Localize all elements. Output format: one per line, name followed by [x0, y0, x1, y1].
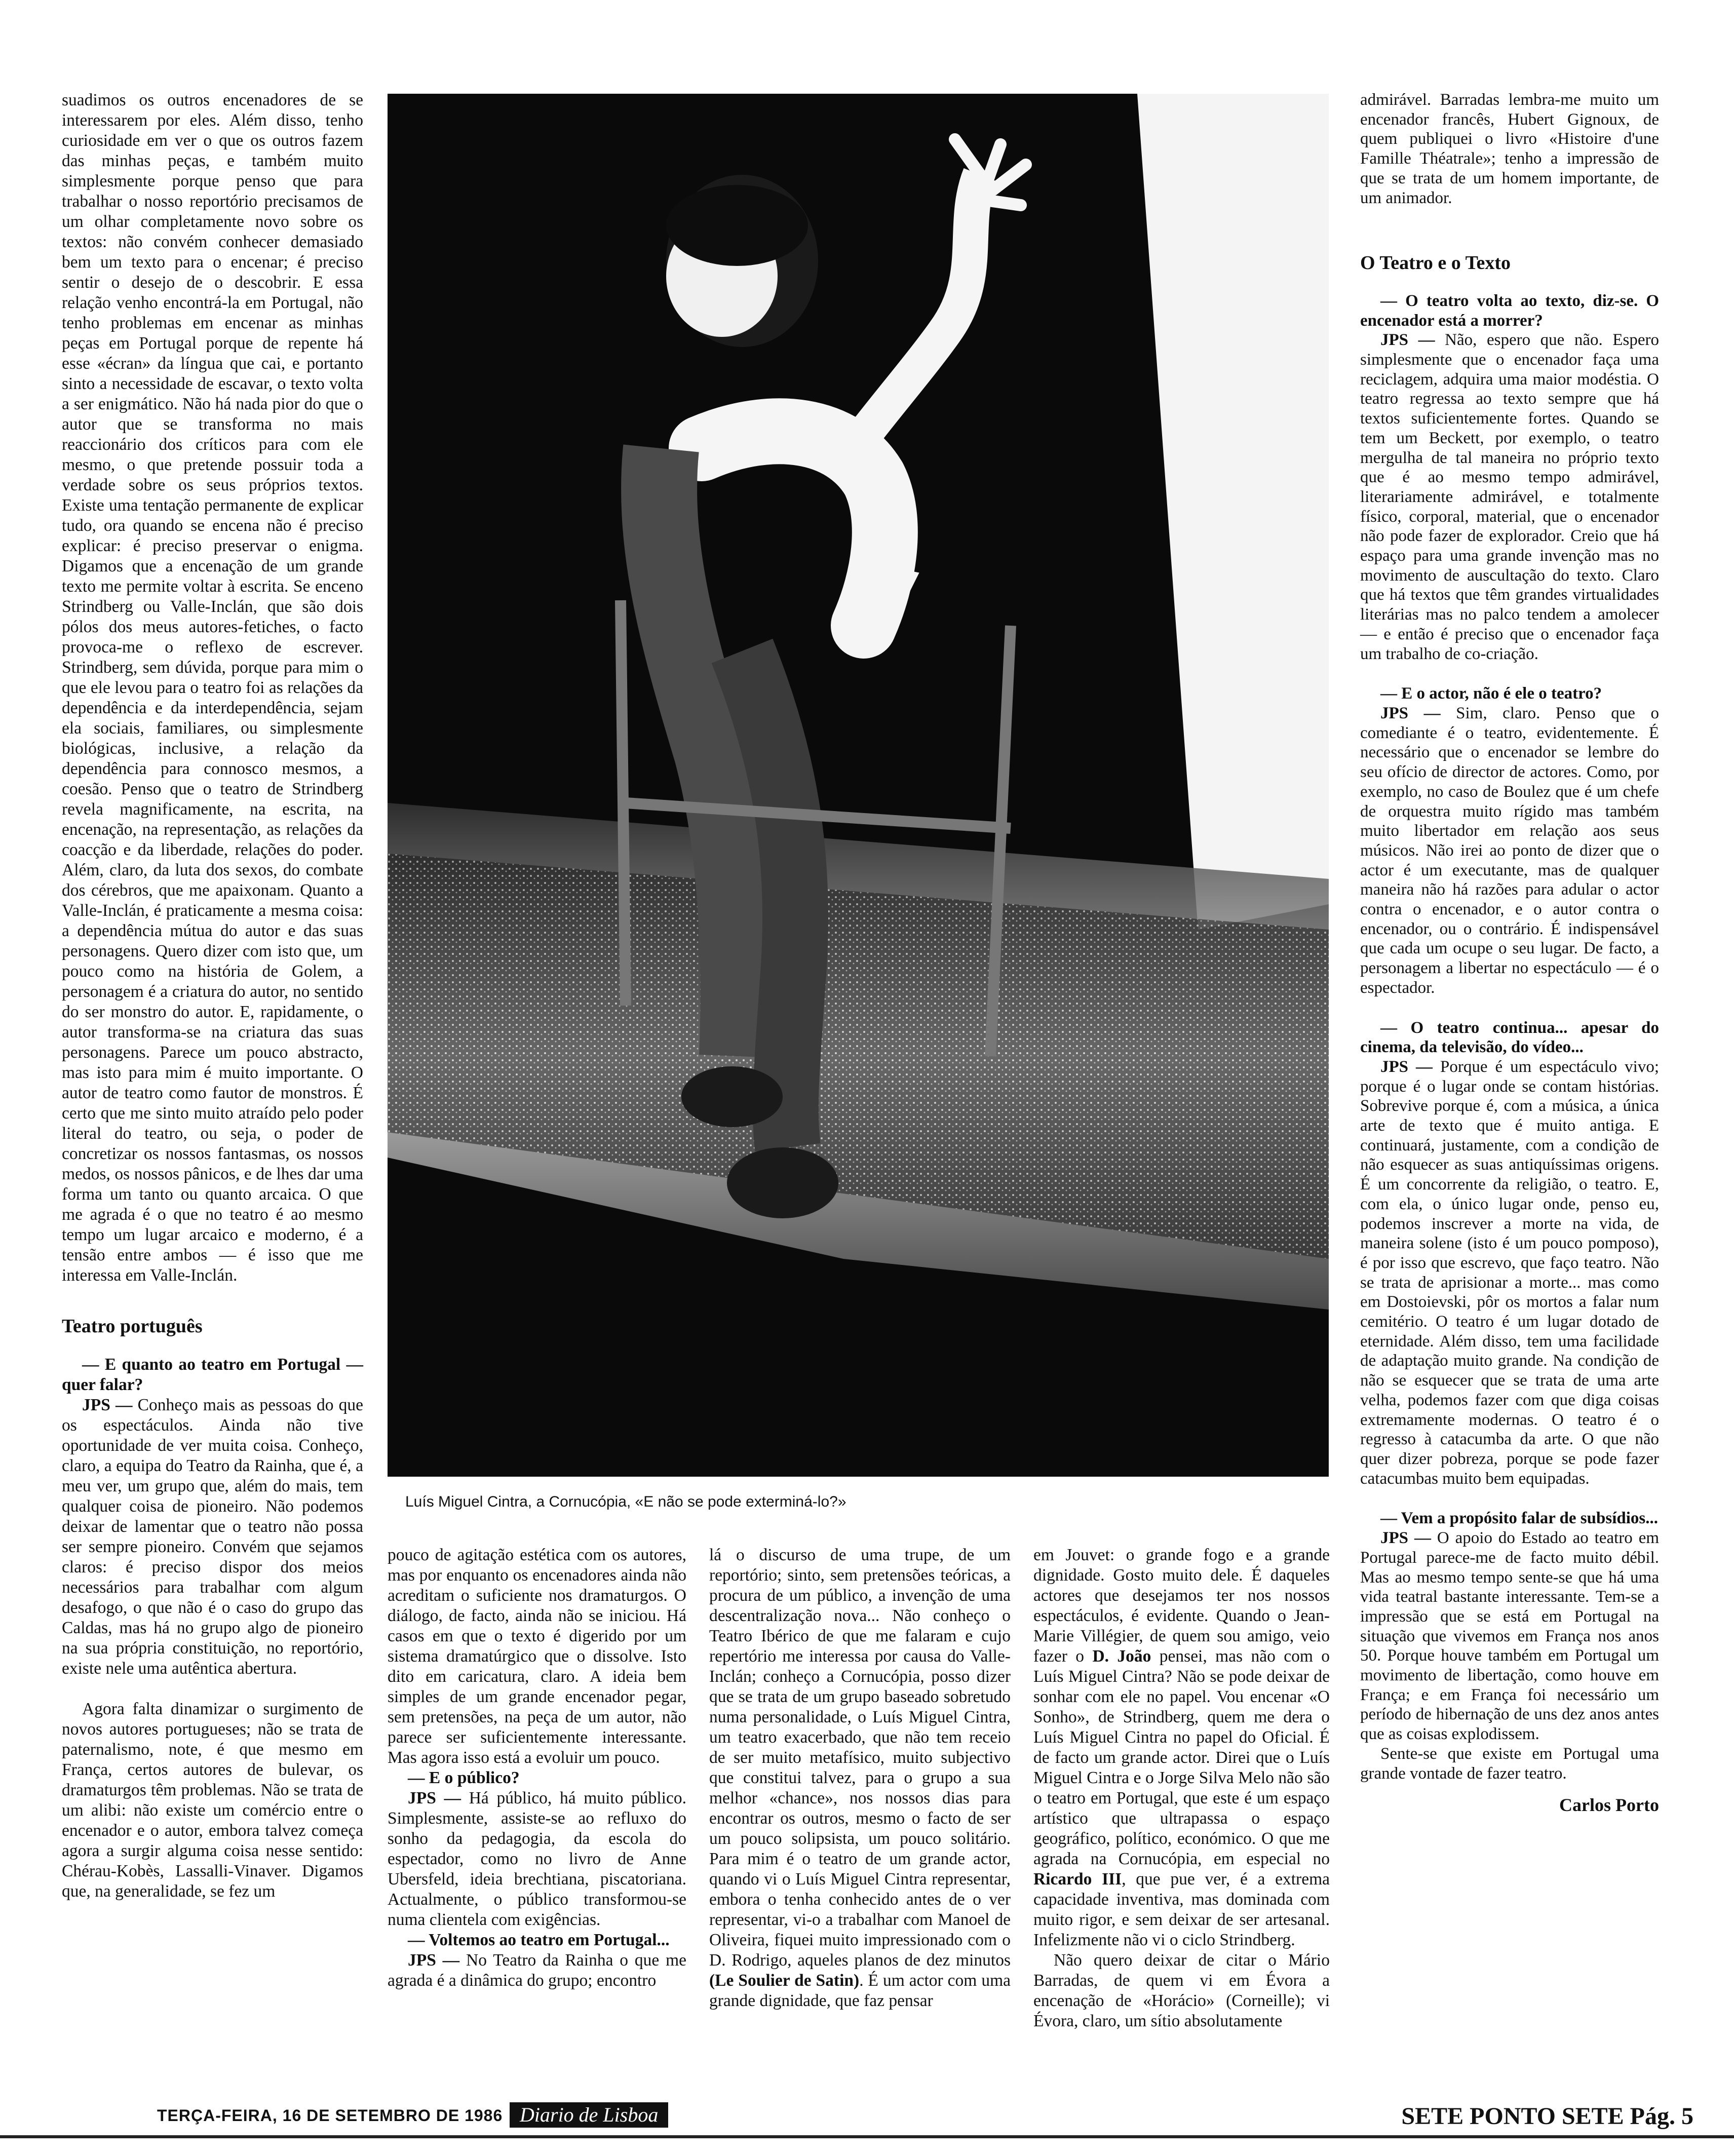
answer-text: Porque é um espectáculo vivo; porque é o lugar onde se contam histórias. Sobrevive porque é, com a música, a única arte de texto que é muito antiga. E continuará, justamente, com a condição de não esquecer as suas antiquíssimas origens. É um concorrente da religião, o teatro. E, com ela, o único lugar onde, penso eu, podemos inscrever a morte na vida, de maneira solene (isto é um pouco pomposo), é por isso que escrevo, que faço teatro. Não se trata de aprisionar a morte... mas como em Dostoievski, pôr os mortos a falar num cemitério. O teatro é um lugar dotado de eternidade. Além disso, tem uma facilidade de adaptação muito grande. Na condição de não se esquecer que se trata de uma arte velha, podemos fazer com que diga coisas extremamente modernas. O teatro é o regresso à catacumba da arte. O que não quer dizer pobreza, porque se pode fazer catacumbas muito bem equipadas.: [1360, 1057, 1659, 1488]
speaker-label: JPS —: [1380, 704, 1441, 722]
answer-text: Conheço mais as pessoas do que os espectáculos. Ainda não tive oportunidade de ver muita coisa. Conheço, claro, a equipa do Teatro da Rainha, que é, a meu ver, um grupo que, além do mais, tem qualquer coisa de pioneiro. Não podemos deixar de lamentar que o teatro não possa ser sempre pioneiro. Convém que sejamos claros: é preciso dispor dos meios necessários para trabalhar com algum desafogo, o que não é o caso do grupo das Caldas, mas há no grupo algo de pioneiro na sua própria constituição, no reportório, existe nele uma autêntica abertura.: [62, 1396, 363, 1678]
speaker-label: JPS —: [408, 1789, 461, 1807]
bold-title: (Le Soulier de Satin): [709, 1971, 860, 1990]
section-heading: Teatro português: [62, 1316, 203, 1337]
text-span: . É um actor com uma grande dignidade, que faz pensar: [709, 1971, 1011, 2010]
section-heading: O Teatro e o Texto: [1360, 252, 1511, 274]
author-signature: Carlos Porto: [1559, 1795, 1659, 1816]
interview-question: — E o público?: [408, 1768, 520, 1787]
interview-answer: [388, 1788, 686, 1930]
answer-text: O apoio do Estado ao teatro em Portugal parece-me de facto muito débil. Mas ao mesmo tempo sente-se que há uma vida teatral bastante interessante. Tem-se a impressão que se está em Portugal na situação que vivemos em França nos anos 50. Porque houve também em Portugal um movimento de libertação, como houve em França; e em França foi necessário um período de hibernação de uns dez anos antes que as coisas explodissem.: [1360, 1529, 1660, 1744]
column-1: [62, 90, 363, 1902]
interview-question: — E o actor, não é ele o teatro?: [1380, 684, 1602, 703]
speaker-label: JPS —: [1380, 1529, 1431, 1548]
text-span: , que pue ver, é a extrema capacidade inventiva, mas dominada com muito rigor, e sem deixar de ser artesanal. Infelizmente não vi o ciclo Strindberg.: [1033, 1870, 1330, 1949]
column-5: [1360, 90, 1659, 1815]
photo-illustration: [388, 94, 1329, 1477]
photo-actor-seated: [388, 94, 1329, 1477]
text-span: pensei, mas não com o Luís Miguel Cintra? Não se pode deixar de sonhar com ele no papel. Vou encenar «O Sonho», de Strindberg, quem me dera o Luís Miguel Cintra no papel do Oficial. É de facto um grande actor. Direi que o Luís Miguel Cintra e o Jorge Silva Melo não são o teatro em Portugal, que este é um espaço artístico que ultrapassa o espaço geográfico, político, económico. O que me agrada na Cornucópia, em especial no: [1033, 1647, 1330, 1868]
interview-question: — Voltemos ao teatro em Portugal...: [408, 1931, 670, 1949]
answer-text: Sim, claro. Penso que o comediante é o teatro, evidentemente. É necessário que o encenador se lembre do seu ofício de director de actores. Como, por exemplo, no caso de Boulez que é um chefe de orquestra muito rígido mas também muito libertador em relação aos seus músicos. Não irei ao ponto de dizer que o actor é um executante, mas de qualquer maneira não há razões para adular o actor contra o encenador, e o autor contra o encenador, ou o contrário. É indispensável que cada um ocupe o seu lugar. De facto, a personagem a libertar no espectáculo — é o espectador.: [1360, 704, 1659, 997]
answer-text: Não, espero que não. Espero simplesmente que o encenador faça uma reciclagem, adquira uma maior modéstia. O teatro regressa ao texto sempre que há textos suficientemente fortes. Quando se tem um Beckett, por exemplo, o teatro mergulha de tal maneira no próprio texto que é ao mesmo tempo admirável, literariamente admirável, e totalmente físico, corporal, material, que o encenador não pode fazer de explorador. Creio que há espaço para uma grande invenção mas no movimento de auscultação do texto. Claro que há textos que têm grandes virtualidades literárias mas no palco tendem a amolecer — e então é preciso que o encenador faça um trabalho de co-criação.: [1360, 331, 1659, 663]
section-page-number: SETE PONTO SETE Pág. 5: [1401, 2103, 1693, 2130]
interview-answer: [388, 1950, 686, 1991]
interview-question: — O teatro continua... apesar do cinema, da televisão, do vídeo...: [1360, 1018, 1659, 1057]
photo-caption: Luís Miguel Cintra, a Cornucópia, «E não se pode exterminá-lo?»: [405, 1493, 846, 1510]
col1-paragraph-2: Agora falta dinamizar o surgimento de novos autores portugueses; não se trata de paternalismo, note, é que mesmo em França, certos autores de bulevar, os dramaturgos têm problemas. Não se trata de um alibi: não existe um comércio entre o encenador e o autor, embora talvez começa agora a surgir alguma coisa nesse sentido: Chérau-Kobès, Lassalli-Vinaver. Digamos que, na generalidade, se fez um: [62, 1700, 363, 1901]
bold-title: Ricardo III: [1033, 1870, 1122, 1889]
col1-paragraph: suadimos os outros encenadores de se interessarem por eles. Além disso, tenho curiosidade em ver o que os outros fazem das minhas peças, e também muito simplesmente porque penso que para trabalhar o nosso reportório precisamos de um olhar completamente novo sobre os textos: não convém conhecer demasiado bem um texto para o encenar; é preciso sentir o desejo de o descobrir. E essa relação venho encontrá-la em Portugal, não tenho problemas em encenar as minhas peças em Portugal porque de repente há esse «écran» da língua que cai, e portanto sinto a necessidade de escavar, o texto volta a ser enigmático. Não há nada pior do que o autor que se transforma no mais reaccionário dos críticos para com ele mesmo, o que pretende possuir toda a verdade sobre os seus próprios textos. Existe uma tentação permanente de explicar tudo, ora quando se encena não é preciso explicar: é preciso preservar o enigma. Digamos que a encenação de um grande texto me permite voltar à escrita. Se enceno Strindberg ou Valle-Inclán, que são dois pólos dos meus autores-fetiches, o facto provoca-me o reflexo de escrever. Strindberg, sem dúvida, porque para mim o que ele levou para o teatro foi as relações da dependência e da interdependência, sejam ela sociais, familiares, ou simplesmente biológicas, inclusive, a relação da dependência para connosco mesmos, a coesão. Penso que o teatro de Strindberg revela magnificamente, na escrita, na encenação, na representação, as relações da coacção e da liberdade, relações do poder. Além, claro, da luta dos sexos, do combate dos cérebros, que me apaixonam. Quanto a Valle-Inclán, é praticamente a mesma coisa: a dependência mútua do autor e das suas personagens. Quero dizer com isto que, um pouco como na história de Golem, a personagem é a criatura do autor, no sentido do ser monstro do autor. E, rapidamente, o autor transforma-se na criatura das suas personagens. Parece um pouco abstracto, mas isto para mim é muito importante. O autor de teatro como fautor de monstros. É certo que me sinto muito atraído pelo poder literal do teatro, ou seja, o poder de concretizar os nossos fantasmas, os nossos medos, os nossos pânicos, e de lhes dar uma forma um tanto ou quanto arcaica. O que me agrada é o que no teatro é ao mesmo tempo um lugar arcaico e moderno, é a tensão entre ambos — é isso que me interessa em Valle-Inclán.: [62, 91, 363, 1285]
speaker-label: JPS —: [1380, 331, 1435, 350]
interview-answer: [1360, 704, 1659, 998]
col5-paragraph: admirável. Barradas lembra-me muito um encenador francês, Hubert Gignoux, de quem publiquei o livro «Histoire d'une Famille Théatrale»; tenho a impressão de que se trata de um homem importante, de um animador.: [1360, 91, 1659, 207]
interview-question: — O teatro volta ao texto, diz-se. O encenador está a morrer?: [1360, 291, 1659, 330]
column-4: [1033, 1545, 1330, 2031]
newspaper-masthead: Diario de Lisboa: [510, 2102, 668, 2128]
interview-answer: [1360, 1528, 1659, 1744]
interview-answer: [62, 1395, 363, 1679]
column-3: [709, 1545, 1011, 2011]
bottom-rule: [0, 2135, 1734, 2138]
interview-question: — E quanto ao teatro em Portugal — quer falar?: [62, 1355, 363, 1394]
text-span: lá o discurso de uma trupe, de um reportório; sinto, sem pretensões teóricas, a procura de um público, a invenção de uma descentralização nova... Não conheço o Teatro Ibérico de que me falaram e cujo repertório me interessa por causa do Valle-Inclán; conheço a Cornucópia, posso dizer que se trata de um grupo baseado sobretudo numa personalidade, o Luís Miguel Cintra, um teatro exacerbado, que não tem receio de ser muito metafísico, muito subjectivo que constitui talvez, para o grupo a sua melhor «chance», nos nossos dias para encontrar os outros, mesmo o facto de ser um pouco solipsista, um pouco solitário. Para mim é o teatro de um grande actor, quando vi o Luís Miguel Cintra representar, embora o tenha conhecido antes de o ver representar, vi-o a trabalhar com Manoel de Oliveira, fiquei muito impressionado com o D. Rodrigo, aqueles planos de dez minutos: [709, 1546, 1011, 1970]
column-2: [388, 1545, 686, 1991]
speaker-label: JPS —: [82, 1396, 133, 1414]
interview-answer: [1360, 330, 1659, 664]
bold-title: D. João: [1092, 1647, 1151, 1666]
text-span: em Jouvet: o grande fogo e a grande dignidade. Gosto muito dele. É daqueles actores que desejamos ter nos nossos espectáculos, é evidente. Quando o Jean-Marie Villégier, de quem sou amigo, veio fazer o: [1033, 1546, 1330, 1666]
answer-text: Há público, há muito público. Simplesmente, assiste-se ao refluxo do sonho da pedagogia, da escola do espectador, como no livro de Anne Ubersfeld, ideia brechtiana, piscatoriana. Actualmente, o público transformou-se numa clientela com exigências.: [388, 1789, 686, 1929]
closing-paragraph: Sente-se que existe em Portugal uma grande vontade de fazer teatro.: [1360, 1744, 1659, 1783]
speaker-label: JPS —: [408, 1951, 460, 1970]
interview-answer: [1360, 1057, 1659, 1488]
col4-paragraph: [1033, 1545, 1330, 1950]
footer-date: TERÇA-FEIRA, 16 DE SETEMBRO DE 1986: [157, 2106, 503, 2125]
interview-question: — Vem a propósito falar de subsídios...: [1380, 1509, 1658, 1528]
col4-paragraph-2: Não quero deixar de citar o Mário Barradas, de quem vi em Évora a encenação de «Horácio» (Corneille); vi Évora, claro, um sítio absolutamente: [1033, 1951, 1330, 2030]
speaker-label: JPS —: [1380, 1057, 1433, 1076]
col3-paragraph: [709, 1545, 1011, 2011]
col2-paragraph: pouco de agitação estética com os autores, mas por enquanto os encenadores ainda não acreditam o suficiente nos dramaturgos. O diálogo, de facto, ainda não se iniciou. Há casos em que o texto é digerido por um sistema dramatúrgico que o dissolve. Isto dito em caricatura, claro. A ideia bem simples de um grande encenador pegar, sem pretensões, na peça de um autor, não parece ser suficientemente interessante. Mas agora isso está a evoluir um pouco.: [388, 1546, 686, 1767]
answer-text: No Teatro da Rainha o que me agrada é a dinâmica do grupo; encontro: [388, 1951, 686, 1990]
